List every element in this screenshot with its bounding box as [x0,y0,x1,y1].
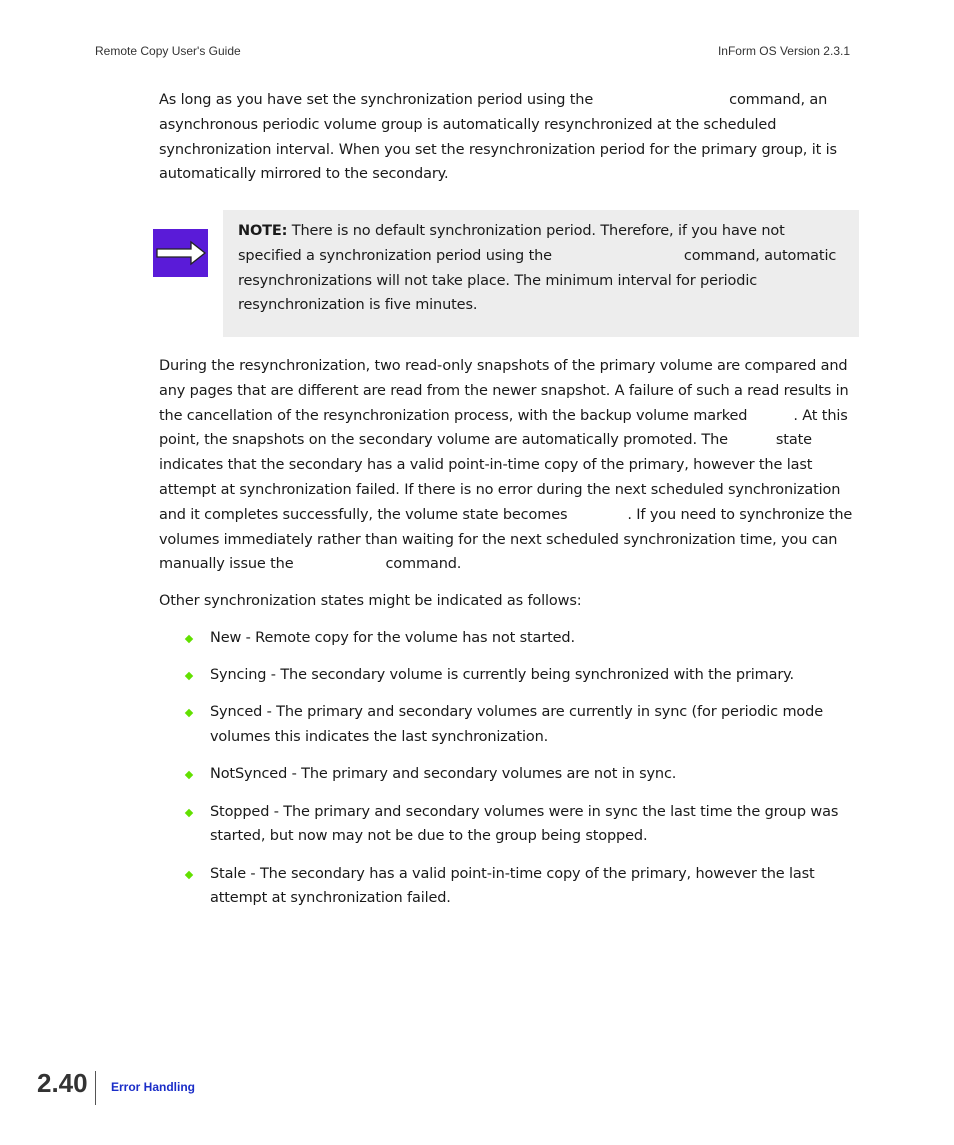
list-item-text: Synced - The primary and secondary volumes are currently in sync (for periodic mode volumes this indicates the last synchronization. [210,704,823,746]
intro-paragraph [159,88,859,187]
section-title: Error Handling [111,1080,196,1094]
note-text [238,219,838,318]
resync-text-5: command. [385,556,462,573]
list-item [184,626,859,651]
list-item [184,862,859,912]
list-item [184,762,859,787]
note-text-2: command, automatic resynchronizations will not take place. The minimum interval for periodic resynchronization is five minutes. [238,247,837,314]
arrow-right-icon [153,229,208,277]
resync-text-4: . If you need to synchronize the volumes immediately rather than waiting for the next scheduled synchronization time, you can manually issue the [159,506,853,573]
intro-text-1: As long as you have set the synchronization period using the [159,92,594,108]
bullet-diamond-icon [185,672,193,680]
note-box [223,210,859,337]
page-number: 2.40 [37,1068,88,1098]
states-intro: Other synchronization states might be indicated as follows: [159,593,582,609]
resync-paragraph [159,354,859,577]
list-item-text: New - Remote copy for the volume has not started. [210,630,575,646]
note-text-1: There is no default synchronization period. Therefore, if you have not specified a synchronization period using the [238,223,785,264]
running-header-version: InForm OS Version 2.3.1 [717,44,850,58]
bullet-diamond-icon [185,635,193,643]
intro-text-2: command, an asynchronous periodic volume group is automatically resynchronized at the scheduled synchronization interval. When you set the resynchronization period for the primary group, it is automatically mirrored to the secondary. [159,92,837,183]
states-list [184,626,859,924]
note-label: NOTE: [238,223,288,239]
list-item [184,663,859,688]
resync-text-1: During the resynchronization, two read-only snapshots of the primary volume are compared and any pages that are different are read from the newer snapshot. A failure of such a read results in the cancellation of the resynchronization process, with the backup volume marked [159,358,849,424]
bullet-diamond-icon [185,771,193,779]
footer-divider [95,1071,96,1105]
running-header-title: Remote Copy User's Guide [95,44,241,58]
list-item-text: Syncing - The secondary volume is currently being synchronized with the primary. [210,667,794,684]
bullet-diamond-icon [185,709,193,717]
list-item-text: Stopped - The primary and secondary volumes were in sync the last time the group was started, but now may not be due to the group being stopped. [210,803,839,845]
bullet-diamond-icon [185,808,193,816]
resync-text-2: . At this point, the snapshots on the secondary volume are automatically promoted. The [159,407,848,449]
bullet-diamond-icon [185,870,193,878]
list-item [184,800,859,850]
resync-text-3: state indicates that the secondary has a valid point-in-time copy of the primary, however the last attempt at synchronization failed. If there is no error during the next scheduled synchronization and it completes successfully, the volume state becomes [159,432,841,523]
list-item-text: Stale - The secondary has a valid point-in-time copy of the primary, however the last attempt at synchronization failed. [210,865,815,907]
list-item-text: NotSynced - The primary and secondary volumes are not in sync. [210,766,677,783]
list-item [184,700,859,750]
